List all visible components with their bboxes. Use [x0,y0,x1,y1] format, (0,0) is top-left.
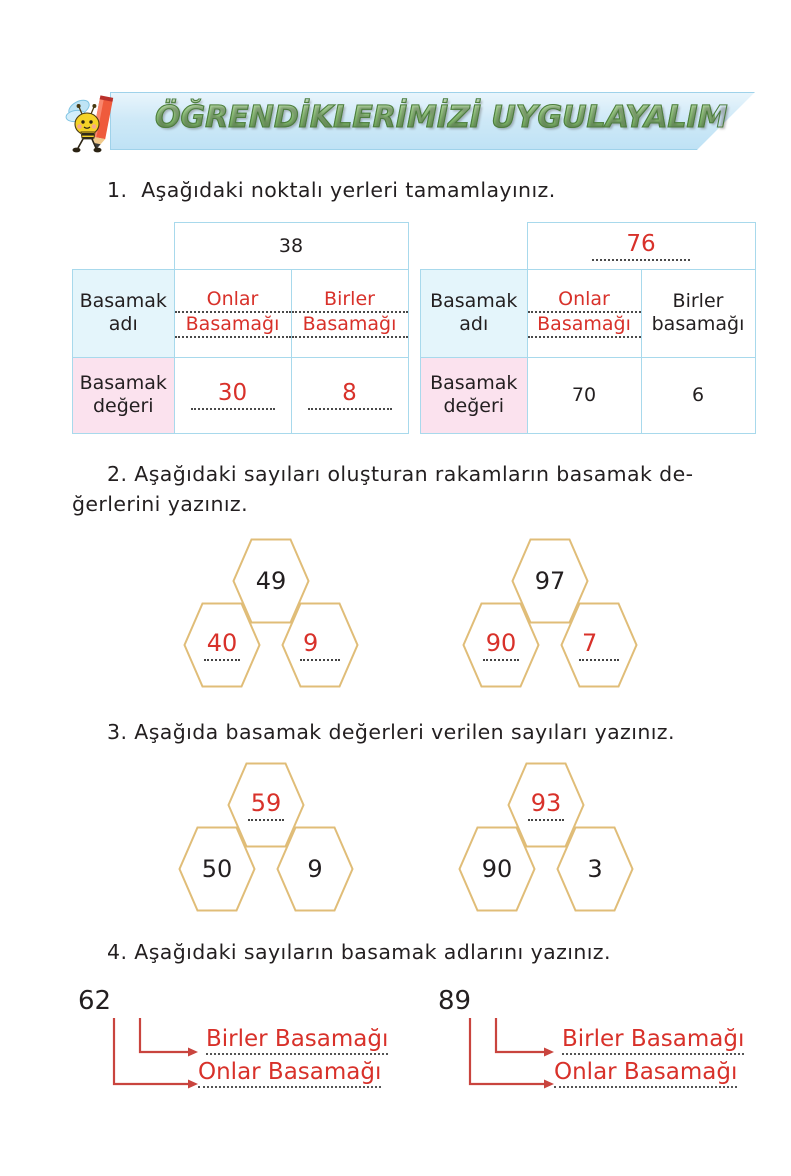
tens-place-name-line1: Onlar [175,288,291,313]
question-1-text [107,178,556,202]
question-1-number: 1. [107,178,128,202]
row-header-line1: Basamak [79,289,167,312]
table-row [73,223,409,270]
hex-value: 90 [481,855,513,883]
hex-value: 3 [587,855,603,883]
hex-value: 50 [201,855,233,883]
ones-place-name-cell[interactable] [291,269,408,357]
hex-right-9[interactable] [281,602,359,688]
hex-value: 90 [483,629,520,660]
hex-value: 40 [204,629,241,660]
table-number-value: 38 [278,234,304,257]
q4-number: 89 [438,986,472,1016]
ones-place-value: 8 [308,380,392,410]
tens-place-value: 30 [191,380,275,410]
table-row [73,357,409,433]
question-4-text [107,940,611,964]
question-4-number: 4. [107,940,128,964]
hex-value: 97 [534,567,566,595]
hex-left-90[interactable] [462,602,540,688]
row-header-line2: değeri [443,395,505,417]
hex-group-q3-59 [178,762,358,912]
table-row [73,269,409,357]
row-header-place-name [421,269,528,357]
ones-place-value-cell [641,357,755,433]
question-3-text [107,720,675,744]
q4-answer-ones: Birler Basamağı [206,1026,388,1055]
tens-place-value-cell[interactable] [174,357,291,433]
hex-right-3 [556,826,634,912]
q4-answer-tens: Onlar Basamağı [198,1059,381,1088]
ones-place-name-line1: Birler [672,289,724,312]
table-row [421,269,756,357]
tens-place-name-cell[interactable] [527,269,641,357]
place-name-block-89 [438,986,778,1091]
page-header-banner [55,92,755,154]
tens-place-value-cell [527,357,641,433]
tens-place-name-line2: Basamağı [528,313,641,338]
ones-place-name-line2: Basamağı [292,313,408,338]
hex-left-40[interactable] [183,602,261,688]
ones-place-value-cell[interactable] [291,357,408,433]
hex-right-9 [276,826,354,912]
hex-value: 9 [307,855,323,883]
empty-corner-cell [421,223,528,270]
hex-right-7[interactable] [560,602,638,688]
hex-value: 9 [300,629,340,660]
hex-value: 59 [248,789,285,820]
question-2-text-line1 [107,462,693,486]
row-header-line2: adı [459,313,489,335]
hex-left-90 [458,826,536,912]
row-header-line2: adı [108,313,138,335]
question-2-number: 2. [107,462,128,486]
row-header-place-value [73,357,175,433]
ones-place-name-cell [641,269,755,357]
question-2-text-line2: ğerlerini yazınız. [72,492,249,516]
tens-place-value: 70 [571,384,597,406]
question-2-body-line1: Aşağıdaki sayıları oluşturan rakamların basamak de- [134,462,694,486]
empty-corner-cell [73,223,175,270]
tens-place-name-line2: Basamağı [175,313,291,338]
q4-answer-tens: Onlar Basamağı [554,1059,737,1088]
row-header-line1: Basamak [430,289,518,312]
hex-group-q2-97 [462,538,642,688]
hex-group-q2-49 [183,538,363,688]
hex-left-50 [178,826,256,912]
table-number-cell [174,223,408,270]
hex-value: 93 [528,789,565,820]
table-row [421,223,756,270]
ones-place-value: 6 [691,384,705,406]
row-header-line1: Basamak [79,371,167,394]
tens-place-name-line1: Onlar [528,288,641,313]
row-header-place-value [421,357,528,433]
q4-answer-ones: Birler Basamağı [562,1026,744,1055]
hex-group-q3-93 [458,762,638,912]
hex-value: 49 [255,567,287,595]
place-name-block-62 [78,986,408,1091]
question-3-body: Aşağıda basamak değerleri verilen sayıları yazınız. [134,720,675,744]
question-4-body: Aşağıdaki sayıların basamak adlarını yazınız. [134,940,611,964]
hex-value: 7 [579,629,619,660]
banner-title: ÖĞRENDİKLERİMİZİ UYGULAYALIM [155,100,728,135]
place-value-table-38 [72,222,409,434]
ones-place-name-line2: basamağı [651,313,745,335]
row-header-line2: değeri [92,395,154,417]
row-header-line1: Basamak [430,371,518,394]
table-number-cell[interactable] [527,223,755,270]
question-3-number: 3. [107,720,128,744]
table-row [421,357,756,433]
q4-number: 62 [78,986,112,1016]
row-header-place-name [73,269,175,357]
place-value-table-76 [420,222,756,434]
tens-place-name-cell[interactable] [174,269,291,357]
table-number-value: 76 [592,231,690,261]
ones-place-name-line1: Birler [292,288,408,313]
bee-mascot-icon [63,94,123,156]
question-1-body: Aşağıdaki noktalı yerleri tamamlayınız. [141,178,556,202]
